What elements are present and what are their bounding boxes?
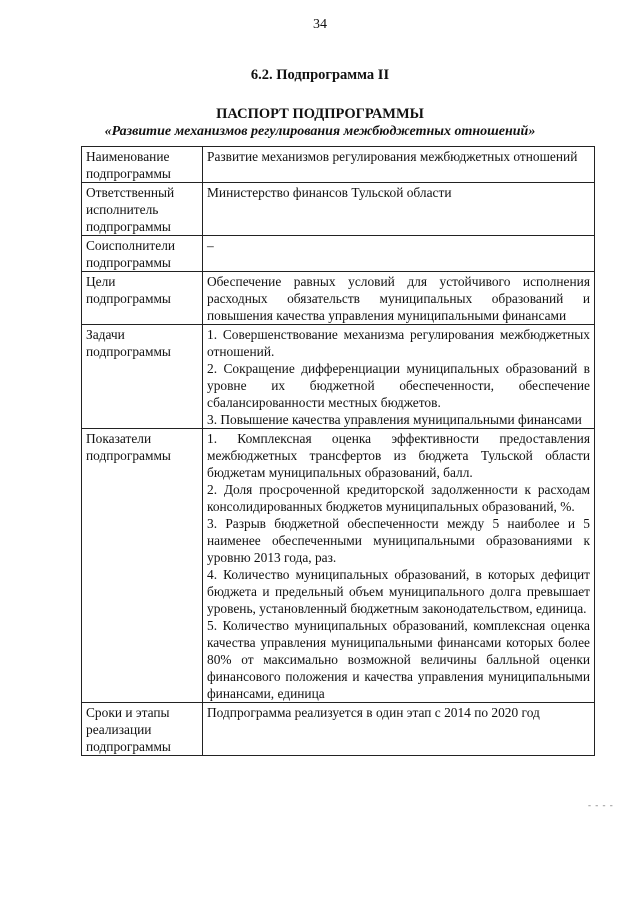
value-line: Подпрограмма реализуется в один этап с 2014 по 2020 год bbox=[207, 705, 540, 720]
table-row bbox=[82, 236, 595, 272]
table-row bbox=[82, 183, 595, 236]
row-label: Цели подпрограммы bbox=[82, 272, 203, 325]
value-line: 1. Комплексная оценка эффективности предоставления межбюджетных трансфертов из бюджета Тульской области бюджетам муниципальных образований, балл. bbox=[207, 431, 590, 480]
value-line: Обеспечение равных условий для устойчивого исполнения расходных обязательств муниципальных образований и повышения качества управления муниципальными финансами bbox=[207, 274, 590, 323]
row-value bbox=[203, 236, 595, 272]
scan-artifact: - - - - bbox=[588, 800, 614, 810]
page-number: 34 bbox=[313, 17, 327, 32]
row-label: Соисполнители подпрограммы bbox=[82, 236, 203, 272]
value-line: – bbox=[207, 238, 214, 253]
passport-subtitle: «Развитие механизмов регулирования межбюджетных отношений» bbox=[104, 124, 536, 139]
row-label: Задачи подпрограммы bbox=[82, 325, 203, 429]
value-line: 1. Совершенствование механизма регулирования межбюджетных отношений. bbox=[207, 327, 590, 359]
value-line: 3. Повышение качества управления муниципальными финансами bbox=[207, 412, 582, 427]
row-label: Показатели подпрограммы bbox=[82, 429, 203, 703]
passport-table bbox=[81, 146, 595, 756]
value-line: Министерство финансов Тульской области bbox=[207, 185, 452, 200]
table-row bbox=[82, 147, 595, 183]
value-line: 2. Доля просроченной кредиторской задолженности к расходам консолидированных бюджетов муниципальных образований, %. bbox=[207, 482, 590, 514]
value-line: 3. Разрыв бюджетной обеспеченности между 5 наиболее и 5 наименее обеспеченными муниципальными образованиями к уровню 2013 года, раз. bbox=[207, 516, 590, 565]
row-label: Наименование подпрограммы bbox=[82, 147, 203, 183]
value-line: Развитие механизмов регулирования межбюджетных отношений bbox=[207, 149, 578, 164]
value-line: 5. Количество муниципальных образований, комплексная оценка качества управления муниципальными финансами которых более 80% от максимально возможной величины балльной оценки финансового положения и качества управления муниципальными финансами, единица bbox=[207, 618, 590, 701]
value-line: 4. Количество муниципальных образований, в которых дефицит бюджета и предельный объем муниципального долга превышает уровень, установленный бюджетным законодательством, единица. bbox=[207, 567, 590, 616]
row-label: Сроки и этапы реализации подпрограммы bbox=[82, 703, 203, 756]
subprogram-heading: 6.2. Подпрограмма II bbox=[250, 67, 390, 83]
row-value bbox=[203, 429, 595, 703]
row-value bbox=[203, 147, 595, 183]
row-value bbox=[203, 272, 595, 325]
table-row bbox=[82, 703, 595, 756]
table-row bbox=[82, 272, 595, 325]
row-label: Ответственный исполнитель подпрограммы bbox=[82, 183, 203, 236]
table-row bbox=[82, 325, 595, 429]
row-value bbox=[203, 325, 595, 429]
value-line: 2. Сокращение дифференциации муниципальных образований в уровне их бюджетной обеспеченности, обеспечение сбалансированности местных бюджетов. bbox=[207, 361, 590, 410]
table-row bbox=[82, 429, 595, 703]
row-value bbox=[203, 183, 595, 236]
row-value bbox=[203, 703, 595, 756]
passport-title: ПАСПОРТ ПОДПРОГРАММЫ bbox=[216, 106, 424, 122]
